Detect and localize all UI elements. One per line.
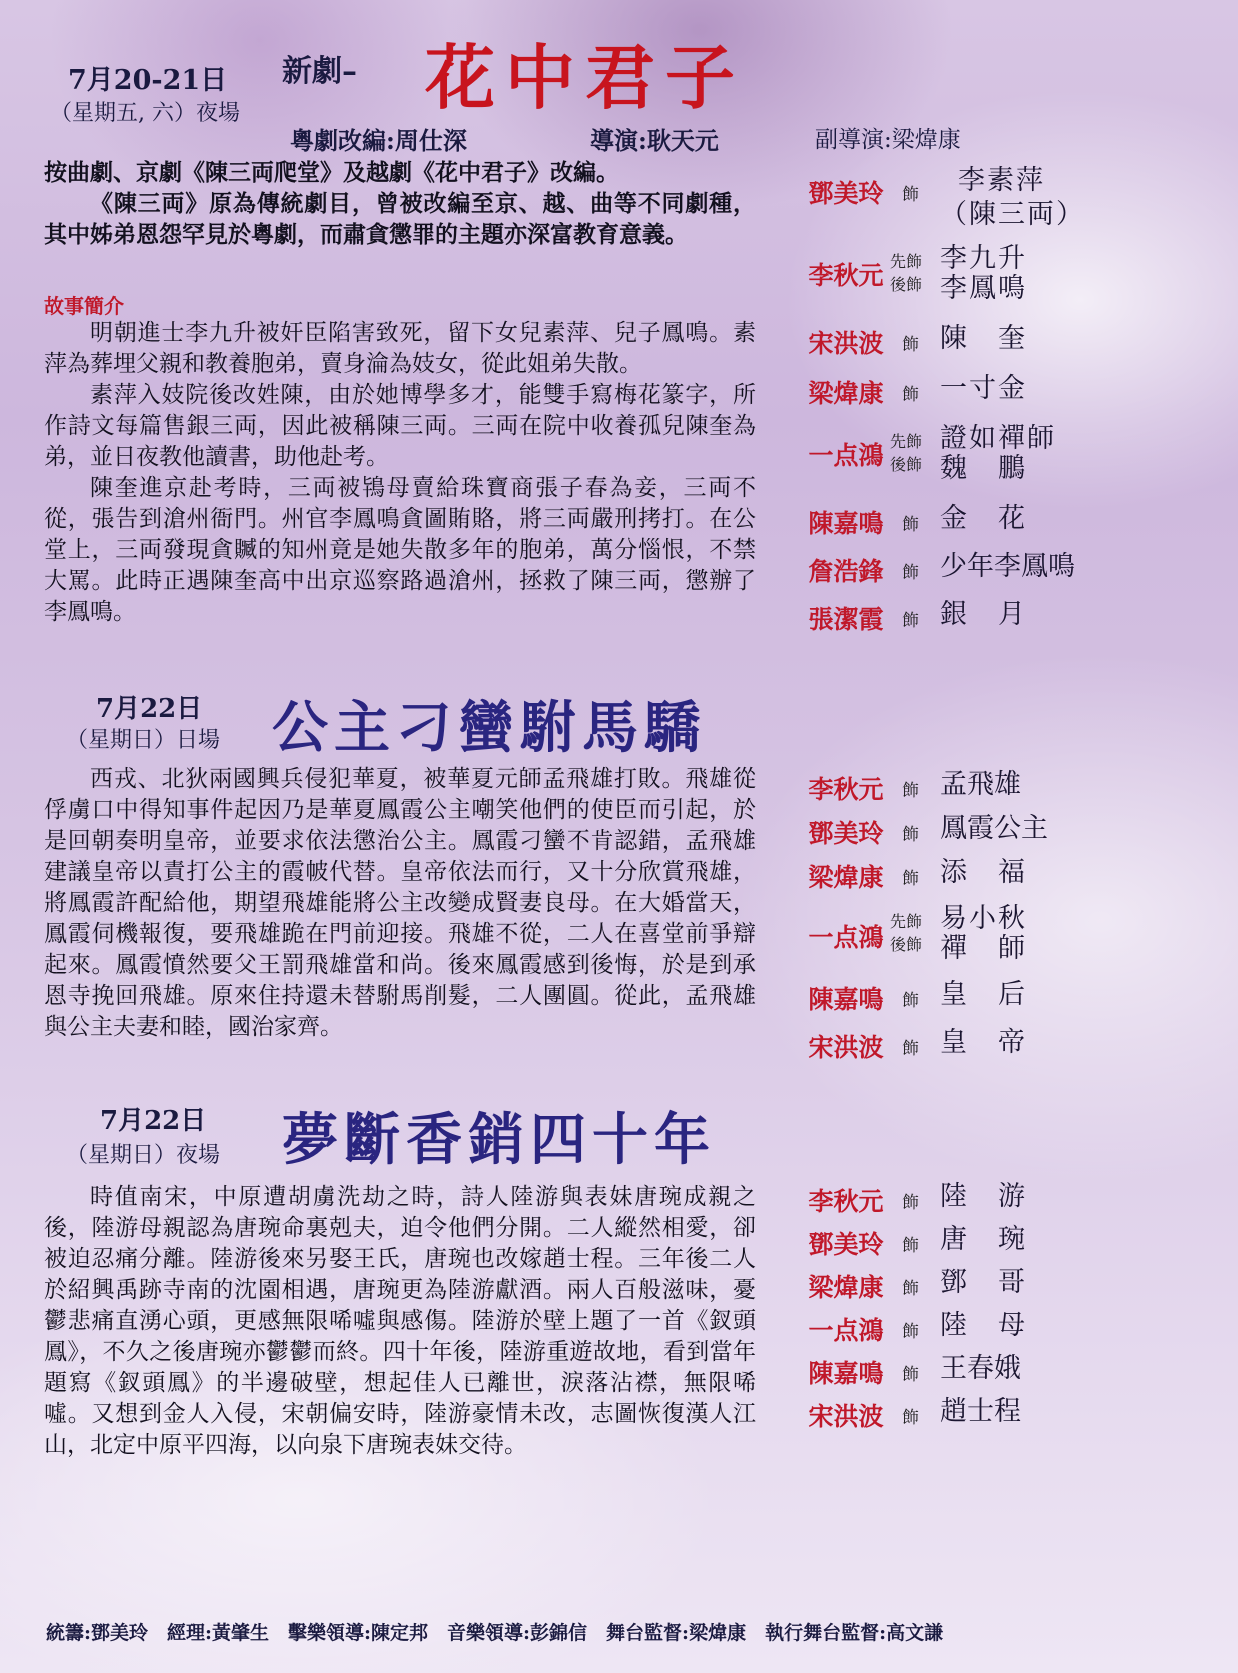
cast-row xyxy=(790,368,1210,416)
actor-name: 陳嘉鳴 xyxy=(808,985,884,1014)
show1-prefix: 新劇– xyxy=(282,54,357,89)
show1-story-p3: 陳奎進京赴考時，三両被鴇母賣給珠寶商張子春為妾，三両不從，張告到滄州衙門。州官李鳳鳴貪圖賄賂，將三両嚴刑拷打。在公堂上，三両發現貪贓的知州竟是她失散多年的胞弟，萬分惱恨，不禁大罵。此時正遇陳奎高中出京巡察路過滄州，拯救了陳三両，懲辦了李鳳鳴。 xyxy=(44,475,756,625)
show1-story-p2: 素萍入妓院後改姓陳，由於她博學多才，能雙手寫梅花篆字，所作詩文每篇售銀三両，因此被稱陳三両。三両在院中收養孤兒陳奎為弟，並日夜教他讀書，助他赴考。 xyxy=(44,382,756,470)
role-marker: 飾 xyxy=(902,385,919,405)
cast-row xyxy=(790,546,1210,594)
cast-row xyxy=(790,808,1210,856)
role-marker: 飾 xyxy=(902,781,919,801)
show1-director-credit: 導演:耿天元 xyxy=(590,126,719,155)
show3-story-p1: 時值南宋，中原遭胡虜洗劫之時，詩人陸游與表妹唐琬成親之後，陸游母親認為唐琬命裏剋夫，迫令他們分開。二人縱然相愛，卻被迫忍痛分離。陸游後來另娶王氏，唐琬也改嫁趙士程。三年後二人於紹興禹跡寺南的沈園相遇，唐琬更為陸游獻酒。兩人百般滋味，憂鬱悲痛直湧心頭，更感無限唏噓與感傷。陸游於壁上題了一首《釵頭鳳》，不久之後唐琬亦鬱鬱而終。四十年後，陸游重遊故地，看到當年題寫《釵頭鳳》的半邊破壁，想起佳人已離世，淚落沾襟，無限唏噓。又想到金人入侵，宋朝偏安時，陸游豪情未改，志圖恢復漢人江山，北定中原平四海，以向泉下唐琬表妹交待。 xyxy=(44,1184,756,1458)
actor-name: 李秋元 xyxy=(808,1187,884,1216)
role-name: 陳 奎 xyxy=(940,323,1027,354)
role-marker-later: 後飾 xyxy=(890,275,923,294)
show2-title: 公主刁蠻駙馬驕 xyxy=(272,695,706,761)
role-marker: 飾 xyxy=(902,1365,919,1385)
show1-intro-line2: 《陳三両》原為傳統劇目，曾被改編至京、越、曲等不同劇種，其中姊弟恩怨罕見於粵劇，而肅貪懲罪的主題亦深富教育意義。 xyxy=(44,190,756,248)
role-name: 添 福 xyxy=(940,857,1027,888)
role-name: 皇 帝 xyxy=(940,1027,1027,1058)
role-marker: 飾 xyxy=(902,335,919,355)
synopsis-label: 故事簡介 xyxy=(44,294,124,318)
actor-name: 梁煒康 xyxy=(808,379,884,408)
show3-weekday: （星期日）夜場 xyxy=(66,1143,221,1168)
show2-story-p1: 西戎、北狄兩國興兵侵犯華夏，被華夏元師孟飛雄打敗。飛雄從俘虜口中得知事件起因乃是華夏鳳霞公主嘲笑他們的使臣而引起，於是回朝奏明皇帝，並要求依法懲治公主。鳳霞刁蠻不肯認錯，孟飛雄建議皇帝以責打公主的霞帔代替。皇帝依法而行，又十分欣賞飛雄，將鳳霞許配給他，期望飛雄能將公主改變成賢妻良母。在大婚當天，鳳霞伺機報復，要飛雄跪在門前迎接。飛雄不從，二人在喜堂前爭辯起來。鳳霞憤然要父王罰飛雄當和尚。後來鳳霞感到後悔，於是到承恩寺挽回飛雄。原來住持還未替駙馬削髮，二人團圓。從此，孟飛雄與公主夫妻和睦，國治家齊。 xyxy=(44,766,756,1040)
show3-date: 7月22日 xyxy=(100,1106,207,1136)
role-name: 銀 月 xyxy=(940,599,1027,630)
role-marker: 飾 xyxy=(902,1322,919,1342)
role-name-alt: 禪 師 xyxy=(940,933,1027,964)
cast-row xyxy=(790,422,1210,482)
cast-row xyxy=(790,1262,1210,1310)
cast-row xyxy=(790,242,1210,302)
actor-name: 一点鴻 xyxy=(808,441,884,470)
role-marker: 飾 xyxy=(902,869,919,889)
show2-story xyxy=(44,764,756,1043)
cast-row xyxy=(790,902,1210,964)
cast-row xyxy=(790,1219,1210,1267)
cast-row xyxy=(790,974,1210,1022)
actor-name: 鄧美玲 xyxy=(808,179,884,208)
actor-name: 宋洪波 xyxy=(808,1033,884,1062)
role-name-alt: （陳三両） xyxy=(940,199,1085,230)
actor-name: 陳嘉鳴 xyxy=(808,509,884,538)
role-marker: 飾 xyxy=(902,991,919,1011)
role-name: 一寸金 xyxy=(940,373,1027,404)
actor-name: 宋洪波 xyxy=(808,1402,884,1431)
actor-name: 李秋元 xyxy=(808,775,884,804)
role-name: 鳳霞公主 xyxy=(940,813,1048,844)
cast-row xyxy=(790,1348,1210,1396)
role-marker: 飾 xyxy=(902,1039,919,1059)
role-name: 鄧 哥 xyxy=(940,1267,1027,1298)
role-marker: 飾 xyxy=(902,1279,919,1299)
role-name: 王春娥 xyxy=(940,1353,1021,1384)
actor-name: 梁煒康 xyxy=(808,1273,884,1302)
actor-name: 一点鴻 xyxy=(808,1316,884,1345)
actor-name: 一点鴻 xyxy=(808,923,884,952)
actor-name: 李秋元 xyxy=(808,261,884,290)
show1-assistant-credit: 副導演:梁煒康 xyxy=(815,127,961,153)
show2-date: 7月22日 xyxy=(96,694,203,724)
role-name: 證如禪師 xyxy=(940,423,1056,454)
role-marker-later: 後飾 xyxy=(890,935,923,954)
role-name: 陸 游 xyxy=(940,1181,1027,1212)
cast-row xyxy=(790,498,1210,546)
cast-row xyxy=(790,852,1210,900)
role-name: 李素萍 xyxy=(958,165,1045,196)
role-name: 孟飛雄 xyxy=(940,769,1021,800)
role-name: 少年李鳳鳴 xyxy=(940,551,1075,582)
role-name-alt: 李鳳鳴 xyxy=(940,273,1027,304)
actor-name: 梁煒康 xyxy=(808,863,884,892)
role-name: 唐 琬 xyxy=(940,1224,1027,1255)
show1-intro xyxy=(44,157,756,250)
role-marker-first: 先飾 xyxy=(890,912,923,931)
cast-row xyxy=(790,1176,1210,1224)
role-marker-later: 後飾 xyxy=(890,455,923,474)
show1-intro-line1: 按曲劇、京劇《陳三両爬堂》及越劇《花中君子》改編。 xyxy=(44,159,619,186)
role-name: 皇 后 xyxy=(940,979,1027,1010)
show3-title: 夢斷香銷四十年 xyxy=(282,1107,716,1173)
role-name: 易小秋 xyxy=(940,903,1027,934)
actor-name: 鄧美玲 xyxy=(808,1230,884,1259)
cast-row xyxy=(790,318,1210,366)
show1-adapt-credit: 粵劇改編:周仕深 xyxy=(290,126,467,155)
role-marker: 飾 xyxy=(902,515,919,535)
show2-weekday: （星期日）日場 xyxy=(66,728,221,753)
role-marker: 飾 xyxy=(902,563,919,583)
footer-credits: 統籌:鄧美玲 經理:黃肇生 擊樂領導:陳定邦 音樂領導:彭錦信 舞台監督:梁煒康 執行舞台監督:高文謙 xyxy=(46,1622,944,1644)
cast-row xyxy=(790,764,1210,812)
cast-row xyxy=(790,165,1210,230)
show1-story xyxy=(44,318,756,628)
actor-name: 宋洪波 xyxy=(808,329,884,358)
role-marker-first: 先飾 xyxy=(890,252,923,271)
role-marker: 飾 xyxy=(902,825,919,845)
role-name: 趙士程 xyxy=(940,1396,1021,1427)
actor-name: 陳嘉鳴 xyxy=(808,1359,884,1388)
role-name: 金 花 xyxy=(940,503,1027,534)
actor-name: 張潔霞 xyxy=(808,605,884,634)
actor-name: 詹浩鋒 xyxy=(808,557,884,586)
cast-row xyxy=(790,1022,1210,1070)
role-marker: 飾 xyxy=(902,185,919,205)
show3-story xyxy=(44,1182,756,1461)
cast-row xyxy=(790,1305,1210,1353)
role-marker: 飾 xyxy=(902,1236,919,1256)
show1-story-p1: 明朝進士李九升被奸臣陷害致死，留下女兒素萍、兒子鳳鳴。素萍為葬埋父親和教養胞弟，賣身淪為妓女，從此姐弟失散。 xyxy=(44,320,756,377)
show1-weekday: （星期五, 六）夜場 xyxy=(50,101,240,126)
role-marker: 飾 xyxy=(902,611,919,631)
role-name: 李九升 xyxy=(940,243,1027,274)
cast-row xyxy=(790,1391,1210,1439)
cast-row xyxy=(790,594,1210,642)
actor-name: 鄧美玲 xyxy=(808,819,884,848)
role-name: 陸 母 xyxy=(940,1310,1027,1341)
role-marker: 飾 xyxy=(902,1193,919,1213)
show1-date: 7月20-21日 xyxy=(68,65,228,96)
role-name-alt: 魏 鵬 xyxy=(940,453,1027,484)
role-marker-first: 先飾 xyxy=(890,432,923,451)
role-marker: 飾 xyxy=(902,1408,919,1428)
show1-title: 花中君子 xyxy=(425,36,745,119)
